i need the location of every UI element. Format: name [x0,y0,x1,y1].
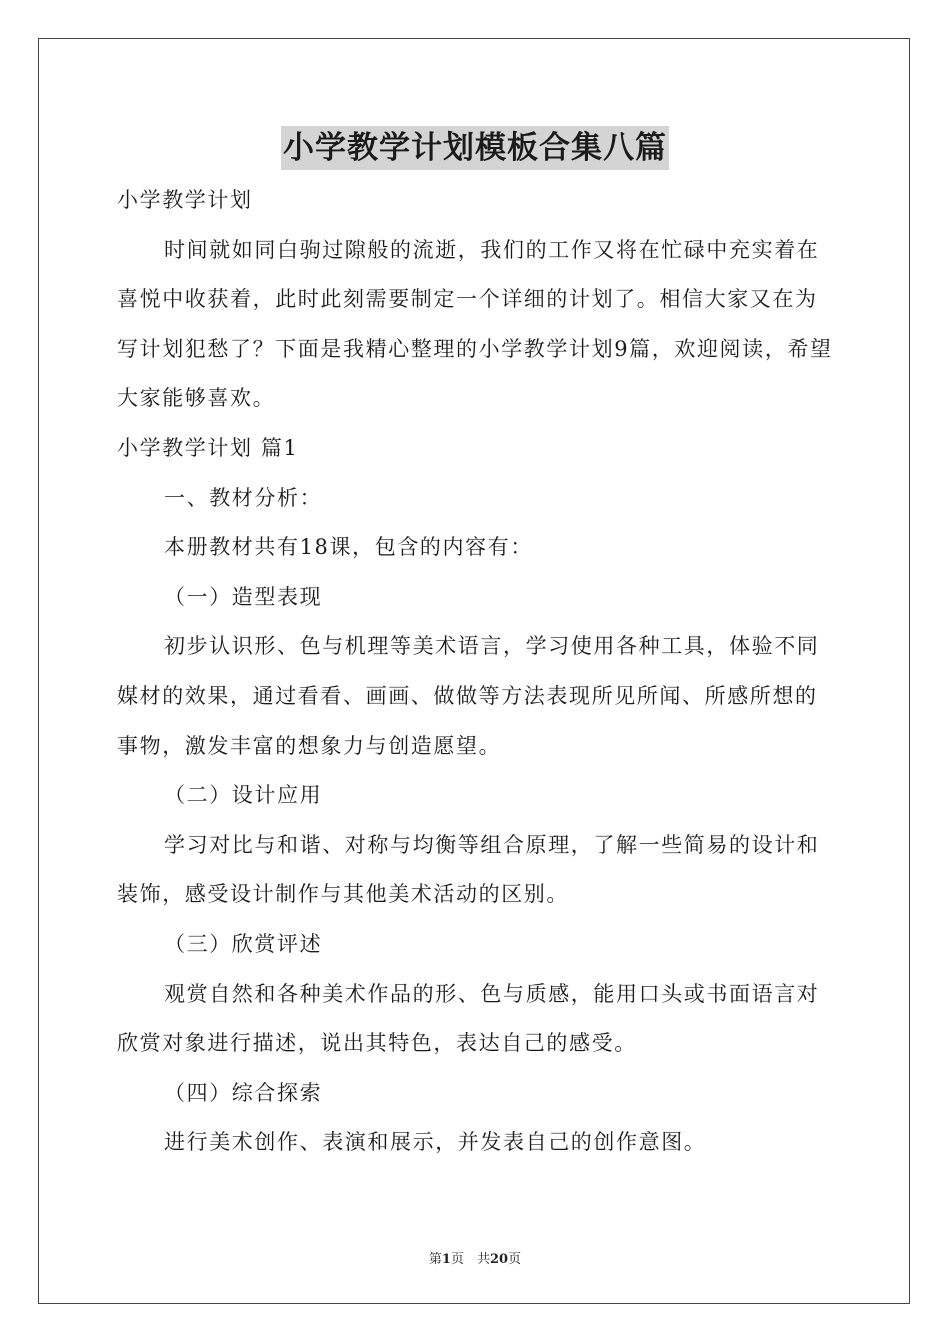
footer-page-number: 1 [441,1252,451,1267]
body-paragraph: 学习对比与和谐、对称与均衡等组合原理，了解一些简易的设计和装饰，感受设计制作与其他美术活动的区别。 [117,832,820,907]
document-title: 小学教学计划模板合集八篇 [281,126,669,170]
body-paragraph: 观赏自然和各种美术作品的形、色与质感，能用口头或书面语言对欣赏对象进行描述，说出其特色，表达自己的感受。 [117,981,820,1056]
body-paragraph: 本册教材共有18课，包含的内容有： [164,535,533,560]
title-container [0,126,950,170]
footer-total-pages: 20 [489,1252,509,1267]
intro-paragraph: 时间就如同白驹过隙般的流逝，我们的工作又将在忙碌中充实着在喜悦中收获着，此时此刻需要制定一个详细的计划了。相信大家又在为写计划犯愁了？下面是我精心整理的小学教学计划9篇，欢迎阅读，希望大家能够喜欢。 [117,237,833,411]
subheading-appreciation: （三）欣赏评述 [164,931,323,956]
section-heading: 小学教学计划 [117,188,253,212]
body-paragraph: 进行美术创作、表演和展示，并发表自己的创作意图。 [164,1130,707,1155]
subheading-modeling: （一）造型表现 [164,584,323,609]
subheading-textbook-analysis: 一、教材分析： [164,485,323,510]
page-footer [0,1248,950,1267]
subheading-design: （二）设计应用 [164,783,323,808]
section-heading: 小学教学计划 篇1 [117,435,299,460]
footer-prefix: 第 [428,1252,442,1267]
footer-suffix: 页 [508,1252,522,1267]
footer-mid: 页 共 [450,1252,490,1267]
document-body [117,176,833,1168]
subheading-exploration: （四）综合探索 [164,1080,323,1105]
body-paragraph: 初步认识形、色与机理等美术语言，学习使用各种工具，体验不同媒材的效果，通过看看、画画、做做等方法表现所见所闻、所感所想的事物，激发丰富的想象力与创造愿望。 [117,634,820,758]
